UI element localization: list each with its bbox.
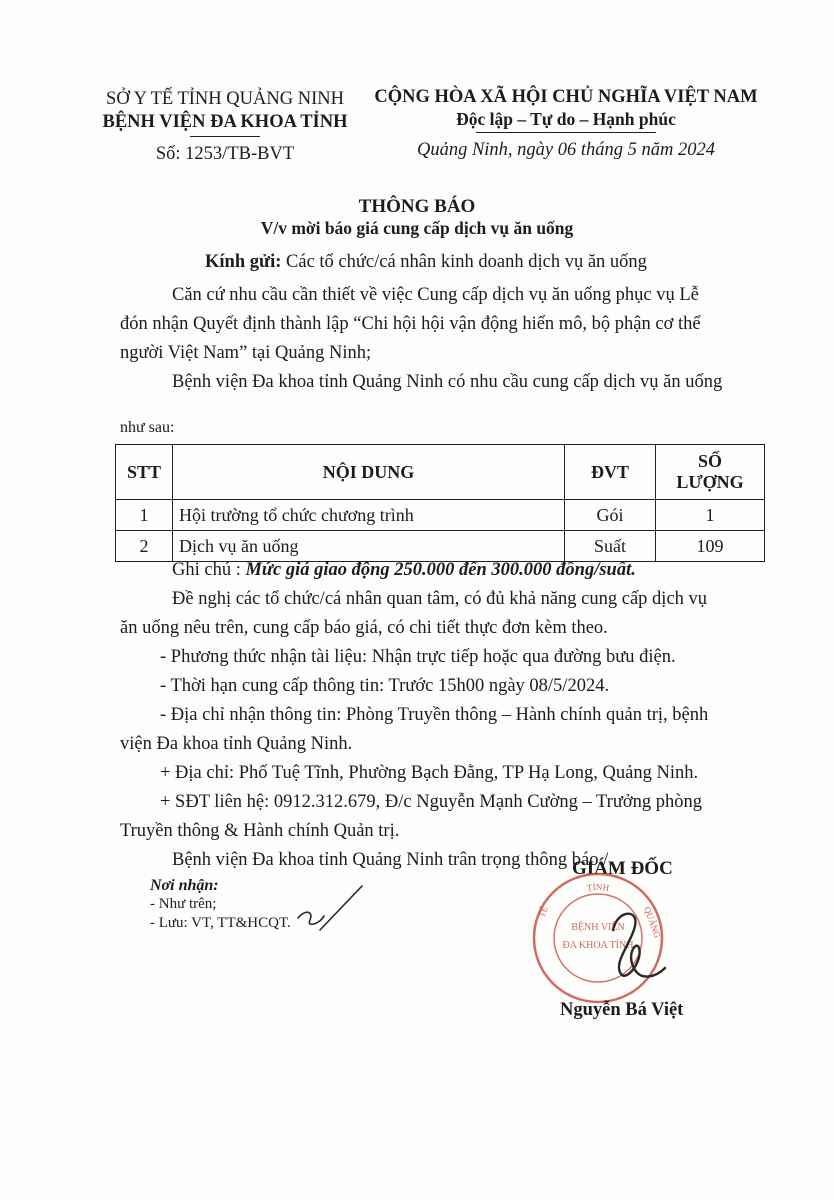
country-name: CỘNG HÒA XÃ HỘI CHỦ NGHĨA VIỆT NAM	[374, 87, 758, 107]
body-line-9: Truyền thông & Hành chính Quản trị.	[120, 821, 400, 841]
header-quantity-line2: LƯỢNG	[676, 472, 744, 492]
document-number: Số: 1253/TB-BVT	[155, 144, 295, 164]
body-line-4: - Thời hạn cung cấp thông tin: Trước 15h00 ngày 08/5/2024.	[160, 676, 610, 696]
national-header	[366, 86, 766, 161]
intro-line-5: như sau:	[120, 419, 175, 436]
row-unit: Gói	[565, 500, 656, 531]
stamp-center-line-2: ĐA KHOA TỈNH	[562, 940, 634, 951]
intro-line-4: Bệnh viện Đa khoa tỉnh Quảng Ninh có nhu cầu cung cấp dịch vụ ăn uống	[172, 372, 723, 392]
row-quantity: 1	[656, 500, 765, 531]
issuer-name: BỆNH VIỆN ĐA KHOA TỈNH	[102, 112, 348, 132]
header-unit: ĐVT	[565, 445, 656, 500]
row-quantity: 109	[656, 531, 765, 562]
body-line-3: - Phương thức nhận tài liệu: Nhận trực tiếp hoặc qua đường bưu điện.	[160, 647, 676, 667]
body-line-7: + Địa chỉ: Phố Tuệ Tĩnh, Phường Bạch Đằng, TP Hạ Long, Quảng Ninh.	[160, 763, 699, 783]
header-quantity	[656, 445, 765, 500]
table-row	[116, 500, 765, 531]
body-line-2: ăn uống nêu trên, cung cấp báo giá, có chi tiết thực đơn kèm theo.	[120, 618, 608, 638]
signer-title: GIÁM ĐỐC	[572, 858, 673, 879]
body-line-1: Đề nghị các tổ chức/cá nhân quan tâm, có đủ khả năng cung cấp dịch vụ	[172, 589, 708, 609]
body-line-5: - Địa chỉ nhận thông tin: Phòng Truyền thông – Hành chính quản trị, bệnh	[160, 705, 709, 725]
note-text: Mức giá giao động 250.000 đến 300.000 đồng/suất.	[245, 560, 636, 580]
recipient-item: - Như trên;	[150, 896, 217, 912]
recipients-label: Nơi nhận:	[150, 877, 219, 894]
header-content: NỘI DUNG	[173, 445, 565, 500]
recipient-item: - Lưu: VT, TT&HCQT.	[150, 915, 291, 931]
note-line	[172, 556, 636, 585]
items-table	[115, 444, 765, 562]
document-title: THÔNG BÁO	[358, 196, 476, 217]
row-content: Dịch vụ ăn uống	[173, 531, 565, 562]
stamp-left-text: TẾ	[536, 904, 550, 919]
initials-scribble	[290, 880, 370, 940]
row-unit: Suất	[565, 531, 656, 562]
row-content: Hội trường tổ chức chương trình	[173, 500, 565, 531]
stamp-center-line-1: BỆNH VIỆN	[571, 922, 625, 933]
header-quantity-line1: SỐ	[697, 451, 722, 471]
body-line-10: Bệnh viện Đa khoa tỉnh Quảng Ninh trân trọng thông báo./.	[172, 850, 613, 870]
body-line-8: + SĐT liên hệ: 0912.312.679, Đ/c Nguyễn Mạnh Cường – Trưởng phòng	[160, 792, 703, 812]
row-stt: 1	[116, 500, 173, 531]
document-subject: V/v mời báo giá cung cấp dịch vụ ăn uống	[260, 218, 574, 238]
intro-line-3: người Việt Nam” tại Quảng Ninh;	[120, 343, 372, 363]
note-label: Ghi chú :	[172, 560, 241, 580]
addressee-line	[205, 248, 647, 277]
intro-line-2: đón nhận Quyết định thành lập “Chi hội hội vận động hiến mô, bộ phận cơ thể	[120, 314, 701, 334]
intro-line-1: Căn cứ nhu cầu cần thiết về việc Cung cấp dịch vụ ăn uống phục vụ Lễ	[172, 285, 699, 305]
national-motto: Độc lập – Tự do – Hạnh phúc	[456, 109, 676, 129]
issuer-parent: SỞ Y TẾ TỈNH QUẢNG NINH	[106, 89, 344, 109]
stamp-right-text: QUẢNG	[642, 905, 663, 940]
motto-underline	[476, 132, 656, 133]
signer-name: Nguyễn Bá Việt	[560, 1000, 684, 1020]
header-stt: STT	[116, 445, 173, 500]
recipients-block	[150, 876, 291, 933]
table-header-row	[116, 445, 765, 500]
issuer-underline	[190, 136, 260, 137]
svg-text:TỈNH	[586, 882, 610, 893]
addressee-text: Các tổ chức/cá nhân kinh doanh dịch vụ ăn uống	[286, 252, 647, 272]
row-stt: 2	[116, 531, 173, 562]
stamp-top-text: TỈNH	[586, 881, 610, 894]
addressee-label: Kính gửi:	[205, 252, 282, 272]
issuer-block	[100, 88, 350, 166]
place-date: Quảng Ninh, ngày 06 tháng 5 năm 2024	[416, 140, 716, 160]
body-line-6: viện Đa khoa tỉnh Quảng Ninh.	[120, 734, 353, 754]
handwritten-signature	[595, 900, 675, 990]
